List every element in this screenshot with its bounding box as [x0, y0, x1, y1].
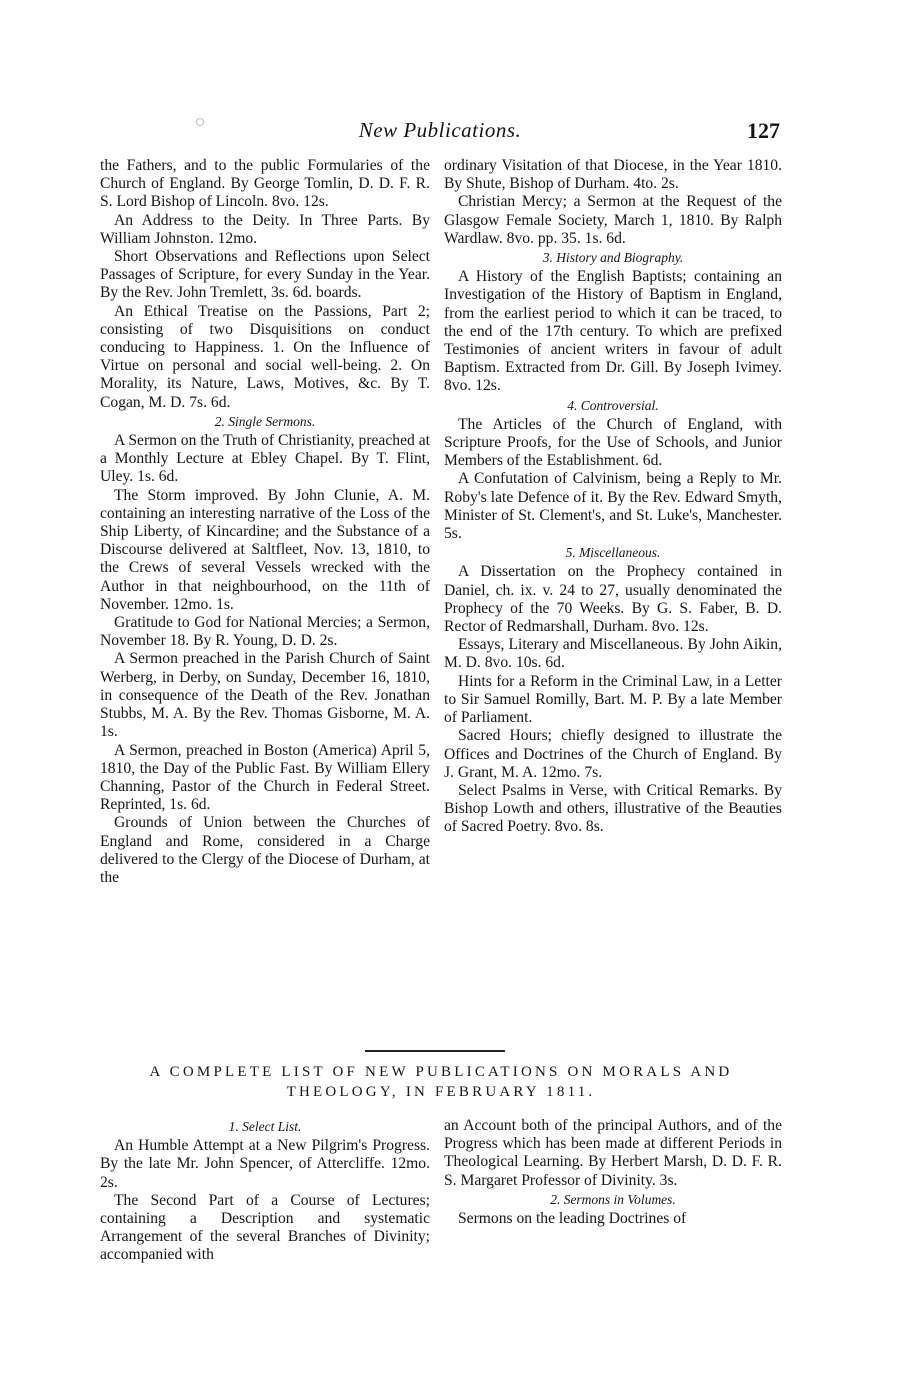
- entry-paragraph: A Sermon preached in the Parish Church of Saint Werberg, in Derby, on Sunday, December 16, 1810, in consequence of the Death of the Rev. Jonathan Stubbs, M. A. By the Rev. Thomas Gisborne, M. A. 1s.: [100, 650, 430, 741]
- section-heading: 4. Controversial.: [567, 397, 659, 413]
- entry-paragraph: an Account both of the principal Authors, and of the Progress which has been made at different Periods in Theological Learning. By Herbert Marsh, D. D. F. R. S. Margaret Professor of Divinity. 3s.: [444, 1117, 782, 1189]
- entry-paragraph: The Articles of the Church of England, with Scripture Proofs, for the Use of Schools, and Junior Members of the Establishment. 6d.: [444, 415, 782, 470]
- running-title: New Publications.: [358, 118, 522, 142]
- left-column-lower: [100, 1117, 430, 1265]
- section-heading: 5. Miscellaneous.: [565, 545, 661, 561]
- entry-paragraph: An Humble Attempt at a New Pilgrim's Progress. By the late Mr. John Spencer, of Attercliffe. 12mo. 2s.: [100, 1137, 430, 1191]
- page-number: 127: [747, 118, 780, 143]
- right-column-upper: [444, 157, 782, 837]
- section-heading: 1. Select List.: [228, 1119, 302, 1134]
- section-divider-rule: [365, 1050, 505, 1052]
- entry-paragraph: The Storm improved. By John Clunie, A. M. containing an interesting narrative of the Loss of the Ship Liberty, of Kincardine; and the Substance of a Discourse delivered at Saltfleet, Nov. 13, 1810, to the Crews of several Vessels wrecked with the Author in that neighbourhood, on the 11th of November. 12mo. 1s.: [100, 486, 430, 613]
- entry-paragraph: An Address to the Deity. In Three Parts. By William Johnston. 12mo.: [100, 211, 430, 247]
- entry-paragraph: A Confutation of Calvinism, being a Reply to Mr. Roby's late Defence of it. By the Rev. Edward Smyth, Minister of St. Clement's, and St. Luke's, Manchester. 5s.: [444, 470, 782, 543]
- entry-paragraph: The Second Part of a Course of Lectures; containing a Description and systematic Arrangement of the several Branches of Divinity; accompanied with: [100, 1191, 430, 1264]
- entry-paragraph: ordinary Visitation of that Diocese, in the Year 1810. By Shute, Bishop of Durham. 4to. 2s.: [444, 157, 782, 193]
- entry-paragraph: Short Observations and Reflections upon Select Passages of Scripture, for every Sunday in the Year. By the Rev. John Tremlett, 3s. 6d. boards.: [100, 248, 430, 302]
- entry-paragraph: A Dissertation on the Prophecy contained in Daniel, ch. ix. v. 24 to 27, usually denominated the Prophecy of the 70 Weeks. By G. S. Faber, B. D. Rector of Redmarshall, Durham. 8vo. 12s.: [444, 563, 782, 636]
- entry-paragraph: Sacred Hours; chiefly designed to illustrate the Offices and Doctrines of the Church of England. By J. Grant, M. A. 12mo. 7s.: [444, 727, 782, 781]
- section-heading: 2. Sermons in Volumes.: [550, 1191, 676, 1207]
- entry-paragraph: Sermons on the leading Doctrines of: [458, 1210, 687, 1228]
- section-heading: 3. History and Biography.: [542, 250, 684, 266]
- entry-paragraph: Christian Mercy; a Sermon at the Request of the Glasgow Female Society, March 1, 1810. By Ralph Wardlaw. 8vo. pp. 35. 1s. 6d.: [444, 193, 782, 247]
- entry-paragraph: A Sermon, preached in Boston (America) April 5, 1810, the Day of the Public Fast. By William Ellery Channing, Pastor of the Church in Federal Street. Reprinted, 1s. 6d.: [100, 741, 430, 814]
- entry-paragraph: Essays, Literary and Miscellaneous. By John Aikin, M. D. 8vo. 10s. 6d.: [444, 636, 782, 672]
- list-heading-line-2: THEOLOGY, IN FEBRUARY 1811.: [286, 1084, 596, 1100]
- list-heading: [100, 1062, 782, 1102]
- running-header: [100, 118, 780, 152]
- section-heading: 2. Single Sermons.: [214, 413, 316, 429]
- list-heading-line-1: A COMPLETE LIST OF NEW PUBLICATIONS ON MORALS AND: [149, 1064, 733, 1080]
- entry-paragraph: A History of the English Baptists; containing an Investigation of the History of Baptism in England, from the earliest period to which it can be traced, to the end of the 17th century. To which are prefixed Testimonies of ancient writers in favour of adult Baptism. Extracted from Dr. Gill. By Joseph Ivimey. 8vo. 12s.: [444, 268, 782, 395]
- left-column-upper: [100, 157, 430, 887]
- right-column-lower: [444, 1117, 782, 1228]
- entry-paragraph: A Sermon on the Truth of Christianity, preached at a Monthly Lecture at Ebley Chapel. By T. Flint, Uley. 1s. 6d.: [100, 432, 430, 486]
- entry-paragraph: Select Psalms in Verse, with Critical Remarks. By Bishop Lowth and others, illustrative of the Beauties of Sacred Poetry. 8vo. 8s.: [444, 781, 782, 836]
- entry-paragraph: Hints for a Reform in the Criminal Law, in a Letter to Sir Samuel Romilly, Bart. M. P. By a late Member of Parliament.: [444, 672, 782, 727]
- entry-paragraph: Grounds of Union between the Churches of England and Rome, considered in a Charge delivered to the Clergy of the Diocese of Durham, at the: [100, 814, 430, 886]
- entry-paragraph: the Fathers, and to the public Formularies of the Church of England. By George Tomlin, D. D. F. R. S. Lord Bishop of Lincoln. 8vo. 12s.: [100, 157, 430, 211]
- entry-paragraph: Gratitude to God for National Mercies; a Sermon, November 18. By R. Young, D. D. 2s.: [100, 614, 430, 650]
- entry-paragraph: An Ethical Treatise on the Passions, Part 2; consisting of two Disquisitions on conduct conducing to Happiness. 1. On the Influence of Virtue on personal and social well-being. 2. On Morality, its Nature, Laws, Motives, &c. By T. Cogan, M. D. 7s. 6d.: [100, 302, 430, 411]
